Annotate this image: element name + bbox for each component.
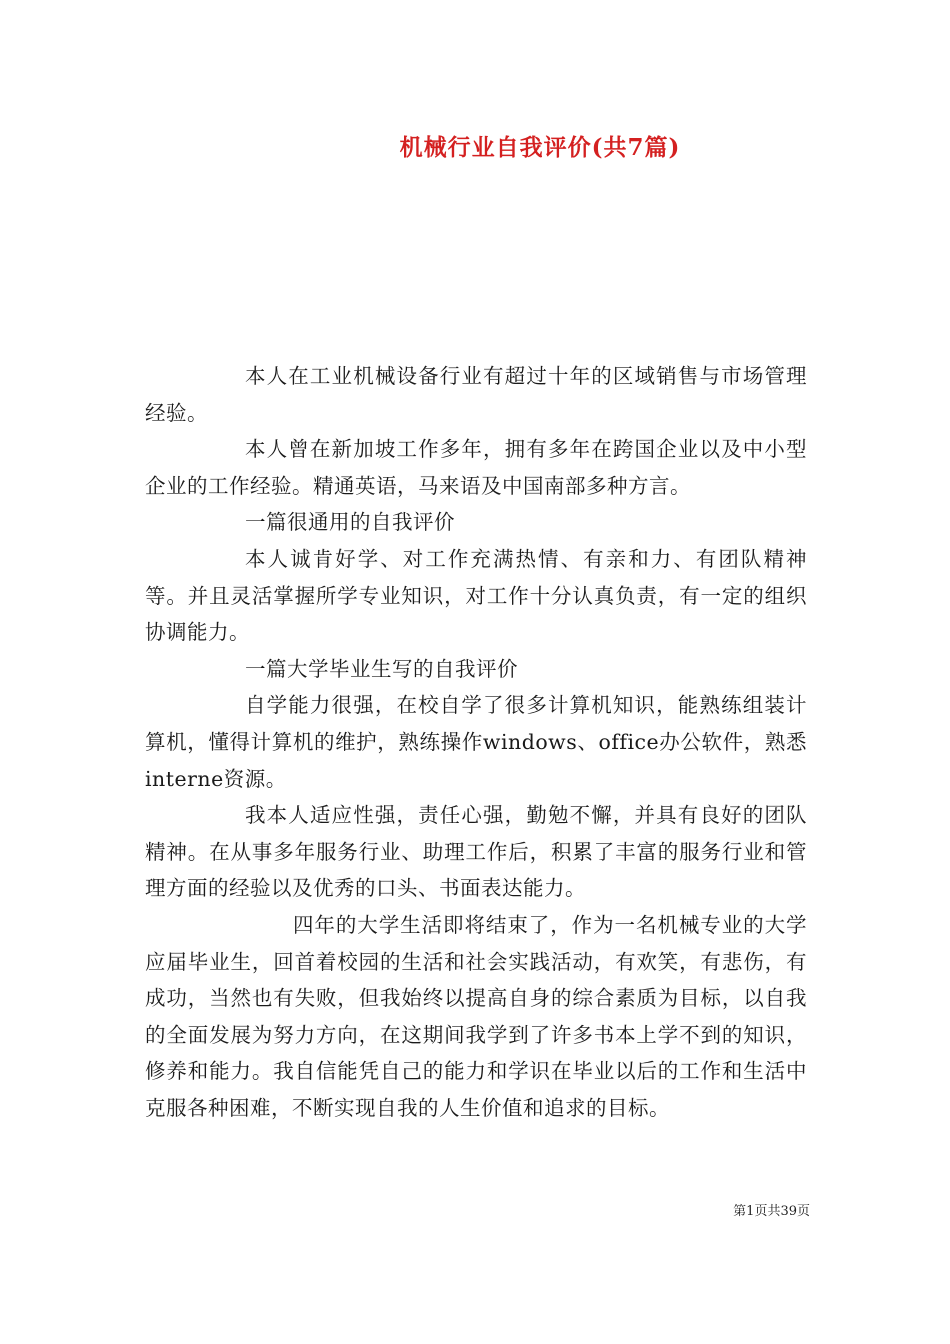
document-body: [145, 358, 807, 1126]
paragraph-adaptability: 我本人适应性强，责任心强，勤勉不懈，并具有良好的团队精神。在从事多年服务行业、助理工作后，积累了丰富的服务行业和管理方面的经验以及优秀的口头、书面表达能力。: [145, 803, 807, 901]
paragraph-university-life: 四年的大学生活即将结束了，作为一名机械专业的大学应届毕业生，回首着校园的生活和社会实践活动，有欢笑，有悲伤，有成功，当然也有失败，但我始终以提高自身的综合素质为目标，以自我的全面发展为努力方向，在这期间我学到了许多书本上学不到的知识，修养和能力。我自信能凭自己的能力和学识在毕业以后的工作和生活中克服各种困难，不断实现自我的人生价值和追求的目标。: [145, 912, 807, 1120]
page-number: 第1页共39页: [733, 1204, 810, 1219]
section-heading-graduate: 一篇大学毕业生写的自我评价: [245, 656, 518, 681]
document-title: 机械行业自我评价(共7篇): [399, 134, 681, 161]
paragraph-experience: 本人在工业机械设备行业有超过十年的区域销售与市场管理经验。: [145, 364, 807, 425]
paragraph-attitude: 本人诚肯好学、对工作充满热情、有亲和力、有团队精神等。并且灵活掌握所学专业知识，对工作十分认真负责，有一定的组织协调能力。: [145, 546, 807, 645]
paragraph-singapore: 本人曾在新加坡工作多年，拥有多年在跨国企业以及中小型企业的工作经验。精通英语，马来语及中国南部多种方言。: [145, 437, 807, 498]
section-heading-general: 一篇很通用的自我评价: [245, 510, 455, 535]
paragraph-computer-skills: 自学能力很强，在校自学了很多计算机知识，能熟练组装计算机，懂得计算机的维护，熟练操作windows、office办公软件，熟悉interne资源。: [145, 693, 807, 791]
